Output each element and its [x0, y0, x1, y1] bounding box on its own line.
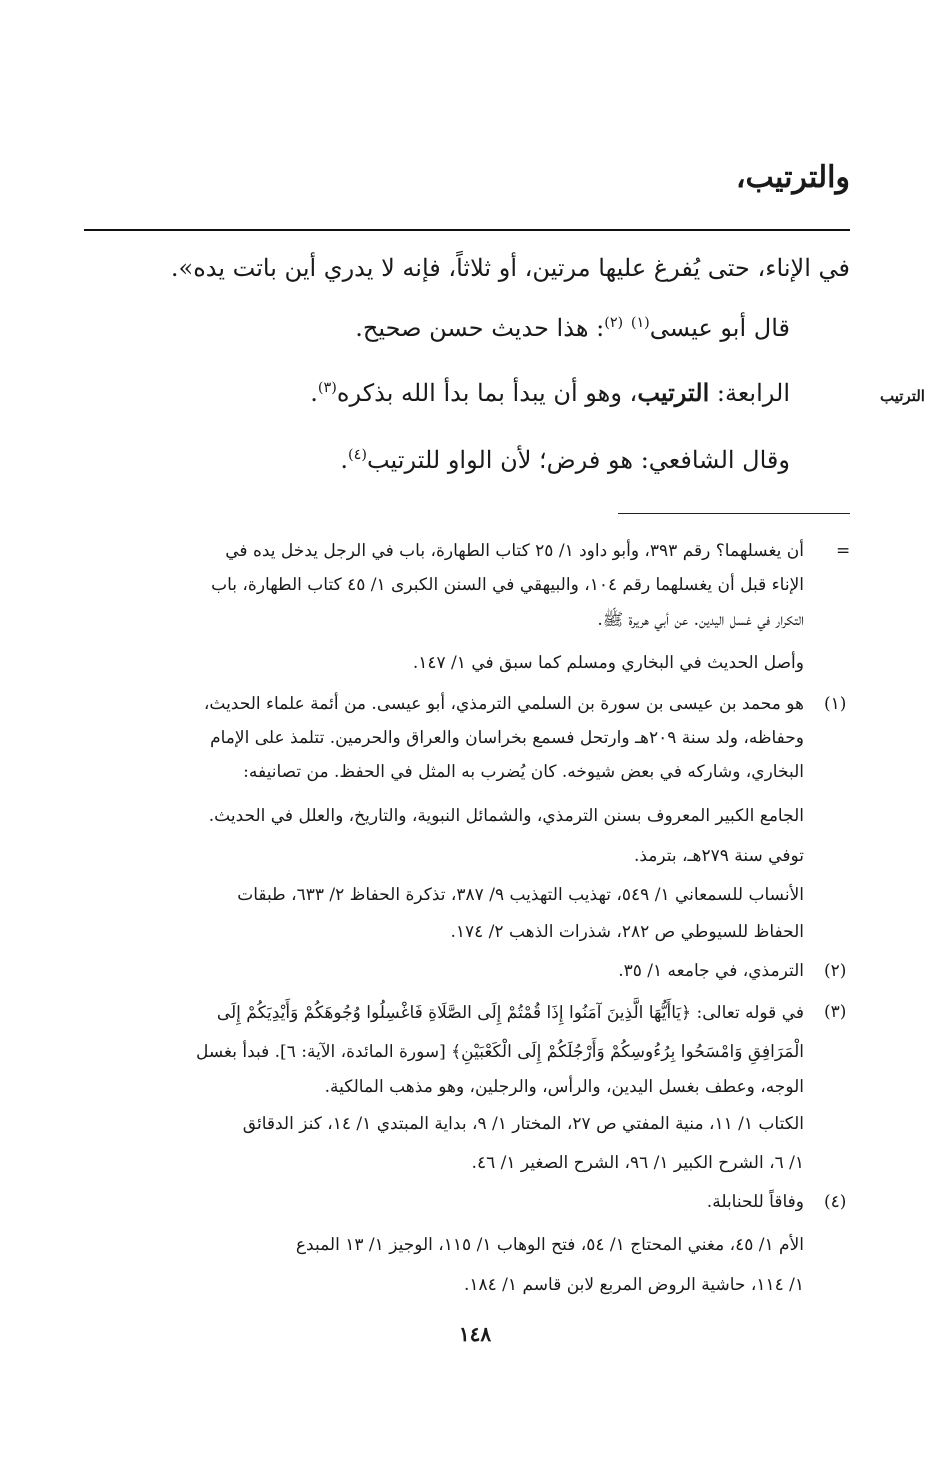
footnote-1-line-1: هو محمد بن عيسى بن سورة بن السلمي الترمذي، أبو عيسى. من أئمة علماء الحديث، — [203, 694, 804, 714]
footnote-separator — [618, 513, 850, 514]
footnote-cont-line-4: وأصل الحديث في البخاري ومسلم كما سبق في ١/ ١٤٧. — [412, 653, 804, 673]
footnote-3-line-1: في قوله تعالى: ﴿يَاأَيُّهَا الَّذِينَ آمَنُوا إِذَا قُمْتُمْ إِلَى الصَّلَاةِ فَاغْسِلُوا وُجُوهَكُمْ وَأَيْدِيَكُمْ إِلَى — [216, 1003, 804, 1023]
footnote-1-line-2: وحفاظه، ولد سنة ٢٠٩هـ وارتحل فسمع بخراسان والعراق والحرمين. تتلمذ على الإمام — [210, 728, 804, 748]
footnote-3-line-2: الْمَرَافِقِ وَامْسَحُوا بِرُءُوسِكُمْ وَأَرْجُلَكُمْ إِلَى الْكَعْبَيْنِ﴾ [سورة المائدة، الآية: ٦]. فبدأ بغسل — [195, 1042, 804, 1062]
footnote-ref-3[interactable]: (٣) — [317, 380, 337, 396]
main-text-line-4 — [340, 446, 790, 474]
footnote-1-line-5: توفي سنة ٢٧٩هـ، بترمذ. — [633, 846, 804, 866]
footnote-ref-1[interactable]: (١) — [630, 315, 650, 331]
footnote-ref-4[interactable]: (٤) — [347, 447, 367, 463]
footnote-2-marker: (٢) — [824, 961, 847, 981]
header-rule — [84, 229, 850, 231]
page-number: ١٤٨ — [458, 1322, 492, 1346]
footnote-1-line-7: الحفاظ للسيوطي ص ٢٨٢، شذرات الذهب ٢/ ١٧٤. — [450, 922, 804, 942]
footnote-cont-line-3: التكرار في غسل اليدين. عن أبي هريرة ﷺ. — [597, 610, 804, 630]
footnote-cont-line-2: الإناء قبل أن يغسلهما رقم ١٠٤، والبيهقي في السنن الكبرى ١/ ٤٥ كتاب الطهارة، باب — [211, 575, 804, 595]
footnote-4-line-2: الأم ١/ ٤٥، مغني المحتاج ١/ ٥٤، فتح الوهاب ١/ ١١٥، الوجيز ١/ ١٣ المبدع — [295, 1235, 804, 1255]
margin-note: الترتيب — [880, 387, 925, 405]
footnote-1-marker: (١) — [824, 694, 847, 714]
main-text-line-1: في الإناء، حتى يُفرغ عليها مرتين، أو ثلاثاً، فإنه لا يدري أين باتت يده». — [170, 254, 850, 282]
footnote-ref-2[interactable]: (٢) — [604, 315, 624, 331]
footnote-3-line-4: الكتاب ١/ ١١، منية المفتي ص ٢٧، المختار ١/ ٩، بداية المبتدي ١/ ١٤، كنز الدقائق — [242, 1114, 804, 1134]
line3-text-middle: ، وهو أن يبدأ بما بدأ الله بذكره — [336, 379, 638, 407]
footnote-4-marker: (٤) — [824, 1192, 847, 1212]
line2-text-before: قال أبو عيسى — [649, 314, 790, 342]
footnote-2-line-1: الترمذي، في جامعه ١/ ٣٥. — [618, 961, 804, 981]
line4-text-after: . — [340, 446, 348, 474]
line3-text-before: الرابعة: — [709, 379, 790, 407]
line3-text-after: . — [310, 379, 318, 407]
footnote-4-line-1: وفاقاً للحنابلة. — [706, 1192, 804, 1212]
footnote-3-marker: (٣) — [824, 1002, 847, 1022]
footnote-4-line-3: ١/ ١١٤، حاشية الروض المربع لابن قاسم ١/ ١٨٤. — [463, 1275, 804, 1295]
footnote-continuation-marker: = — [836, 541, 851, 561]
footnote-cont-line-1: أن يغسلهما؟ رقم ٣٩٣، وأبو داود ١/ ٢٥ كتاب الطهارة، باب في الرجل يدخل يده في — [225, 541, 804, 561]
running-header-title: والترتيب، — [735, 160, 850, 195]
main-text-line-3 — [310, 378, 790, 407]
footnote-1-line-4: الجامع الكبير المعروف بسنن الترمذي، والشمائل النبوية، والتاريخ، والعلل في الحديث. — [208, 806, 804, 826]
footnote-3-line-3: الوجه، وعطف بغسل اليدين، والرأس، والرجلين، وهو مذهب المالكية. — [324, 1077, 804, 1097]
footnote-1-line-6: الأنساب للسمعاني ١/ ٥٤٩، تهذيب التهذيب ٩/ ٣٨٧، تذكرة الحفاظ ٢/ ٦٣٣، طبقات — [237, 885, 804, 905]
line3-bold-term: الترتيب — [637, 378, 710, 407]
line4-text-before: وقال الشافعي: هو فرض؛ لأن الواو للترتيب — [366, 446, 790, 474]
main-text-line-2 — [355, 314, 790, 342]
footnote-3-line-5: ١/ ٦، الشرح الكبير ١/ ٩٦، الشرح الصغير ١/ ٤٦. — [471, 1153, 804, 1173]
line2-text-after: : هذا حديث حسن صحيح. — [355, 314, 605, 342]
footnote-1-line-3: البخاري، وشاركه في بعض شيوخه. كان يُضرب به المثل في الحفظ. من تصانيفه: — [243, 762, 804, 782]
